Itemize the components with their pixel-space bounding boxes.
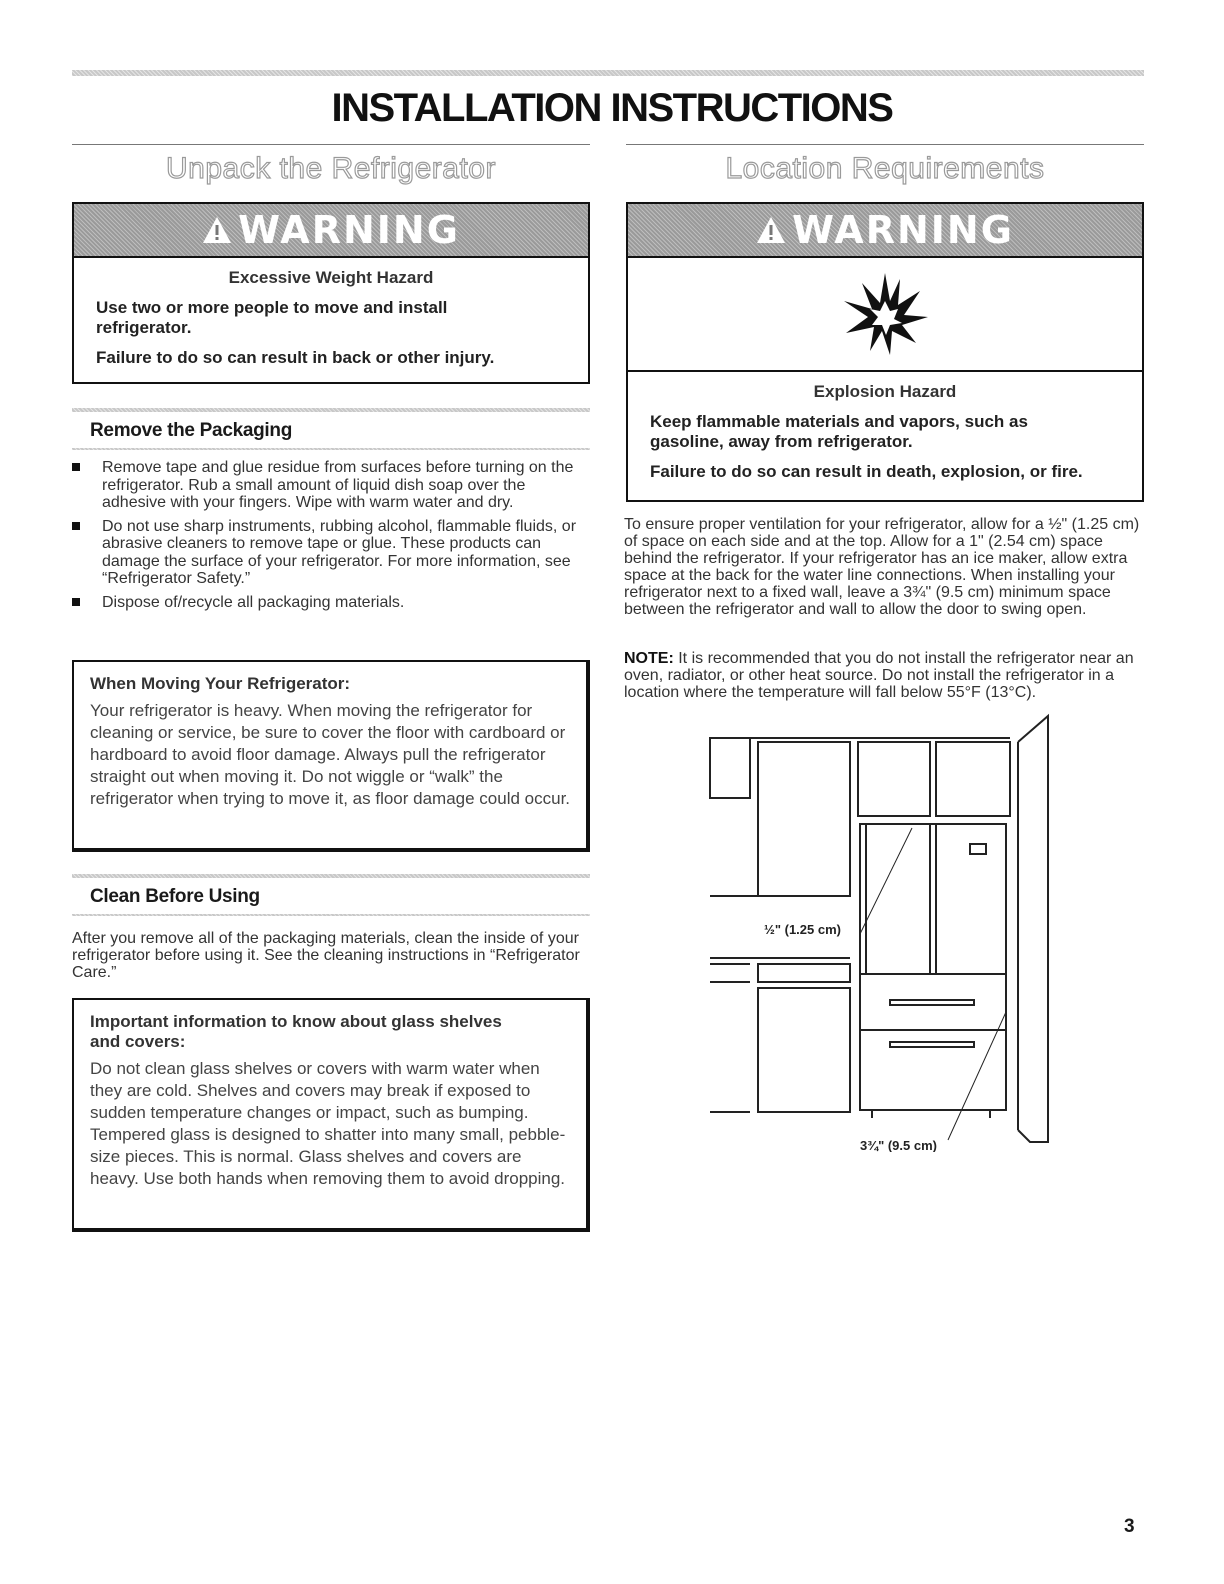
- bullet-square-icon: [72, 598, 80, 606]
- moving-box-heading: When Moving Your Refrigerator:: [90, 674, 351, 693]
- remove-packaging-header: [72, 408, 590, 450]
- page-title: INSTALLATION INSTRUCTIONS: [331, 86, 893, 130]
- note-label: NOTE:: [624, 650, 674, 667]
- glass-box-heading: Important information to know about glass shelves and covers:: [90, 1012, 502, 1051]
- list-item: Do not use sharp instruments, rubbing alcohol, flammable fluids, or abrasive cleaners to remove tape or glue. These products can damage the surface of your refrigerator. For more information, see “Refrigerator Safety.”: [72, 518, 582, 588]
- hazard-consequence: Failure to do so can result in back or other injury.: [96, 348, 495, 367]
- fixed-wall: [1018, 716, 1048, 1142]
- list-item: Remove tape and glue residue from surfaces before turning on the refrigerator. Rub a small amount of liquid dish soap over the adhesive with your fingers. Wipe with warm water and dry.: [72, 459, 582, 512]
- warning-triangle-icon: [756, 216, 786, 244]
- explosion-icon-panel: [628, 258, 1142, 372]
- right-column-rule: [626, 144, 1144, 145]
- glass-box-body: Do not clean glass shelves or covers with warm water when they are cold. Shelves and covers may break if exposed to sudden temperature changes or impact, such as bumping. Tempered glass is designed to shatter into many small, pebble-size pieces. This is normal. Glass shelves and covers are heavy. Use both hands when removing them to avoid dropping.: [90, 1059, 566, 1188]
- list-item: Dispose of/recycle all packaging materials.: [72, 594, 582, 612]
- page-number: 3: [1124, 1516, 1135, 1537]
- hazard-title: Excessive Weight Hazard: [228, 268, 434, 287]
- glass-shelves-box: [72, 998, 590, 1232]
- note-paragraph: [624, 650, 1144, 701]
- bullet-square-icon: [72, 522, 80, 530]
- wall-clearance-label: 3¾" (9.5 cm): [860, 1138, 937, 1152]
- clean-before-body: After you remove all of the packaging materials, clean the inside of your refrigerator before using it. See the cleaning instructions in “Refrigerator Care.”: [72, 930, 580, 981]
- packaging-bullet-list: [72, 459, 582, 617]
- warning-triangle-icon: [202, 216, 232, 244]
- ventilation-paragraph: To ensure proper ventilation for your refrigerator, allow for a ½" (1.25 cm) of space on each side and at the top. Allow for a 1" (2.54 cm) space behind the refrigerator. If your refrigerator has an ice maker, allow extra space at the back for the water line connections. When installing your refrigerator next to a fixed wall, leave a 3¾" (9.5 cm) minimum space between the refrigerator and wall to allow the door to swing open.: [624, 516, 1140, 618]
- section-title-unpack: Unpack the Refrigerator: [166, 152, 496, 185]
- bullet-square-icon: [72, 463, 80, 471]
- weight-warning-box: [72, 202, 590, 384]
- hazard-instruction: Keep flammable materials and vapors, such as gasoline, away from refrigerator.: [650, 412, 1028, 451]
- hazard-title: Explosion Hazard: [813, 382, 957, 401]
- warning-label: WARNING: [238, 208, 460, 252]
- hazard-instruction: Use two or more people to move and install refrigerator.: [96, 298, 448, 337]
- side-clearance-label: ½" (1.25 cm): [764, 922, 841, 937]
- clean-before-header: [72, 874, 590, 916]
- remove-packaging-heading: Remove the Packaging: [90, 420, 293, 441]
- warning-label: WARNING: [792, 208, 1014, 252]
- note-text: It is recommended that you do not install the refrigerator near an oven, radiator, or other heat source. Do not install the refrigerator in a location where the temperature will fall below 55°F (13°C).: [624, 650, 1134, 701]
- explosion-icon: [840, 271, 930, 357]
- warning-banner: [74, 204, 588, 258]
- top-divider-band: [72, 70, 1144, 76]
- left-column-rule: [72, 144, 590, 145]
- warning-banner: [628, 204, 1142, 258]
- clearance-diagram: [700, 712, 1060, 1152]
- explosion-warning-box: [626, 202, 1144, 502]
- section-title-location: Location Requirements: [725, 152, 1045, 185]
- hazard-consequence: Failure to do so can result in death, explosion, or fire.: [650, 462, 1083, 481]
- clean-before-heading: Clean Before Using: [90, 886, 260, 907]
- moving-box-body: Your refrigerator is heavy. When moving the refrigerator for cleaning or service, be sure to cover the floor with cardboard or hardboard to avoid floor damage. Always pull the refrigerator straight out when moving it. Do not wiggle or “walk” the refrigerator when trying to move it, as floor damage could occur.: [90, 701, 571, 808]
- moving-refrigerator-box: [72, 660, 590, 852]
